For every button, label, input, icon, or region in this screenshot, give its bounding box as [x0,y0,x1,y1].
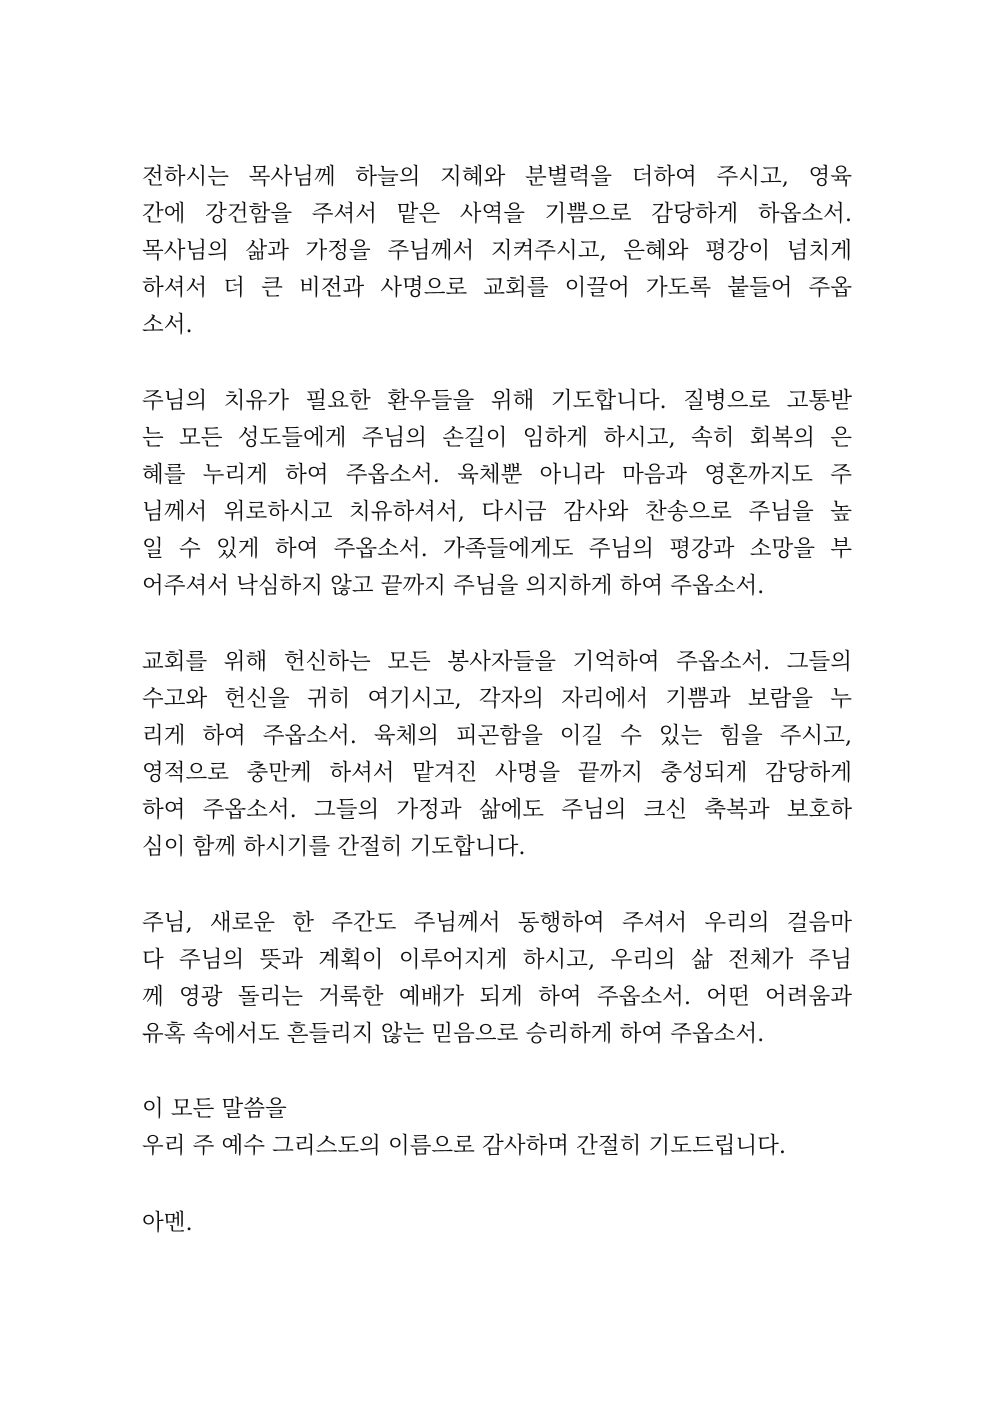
text-line: 리게 하여 주옵소서. 육체의 피곤함을 이길 수 있는 힘을 주시고, [142,723,852,749]
paragraph-volunteers-prayer [142,644,852,866]
text-line: 일 수 있게 하여 주옵소서. 가족들에게도 주님의 평강과 소망을 부 [142,536,852,562]
paragraph-week-prayer [142,905,852,1053]
text-line: 혜를 누리게 하여 주옵소서. 육체뿐 아니라 마음과 영혼까지도 주 [142,462,852,488]
text-line: 다 주님의 뜻과 계획이 이루어지게 하시고, 우리의 삶 전체가 주님 [142,947,852,973]
text-line: 께 영광 돌리는 거룩한 예배가 되게 하여 주옵소서. 어떤 어려움과 [142,984,852,1010]
text-line: 목사님의 삶과 가정을 주님께서 지켜주시고, 은혜와 평강이 넘치게 [142,238,852,264]
text-line: 어주셔서 낙심하지 않고 끝까지 주님을 의지하게 하여 주옵소서. [142,573,765,599]
text-line: 수고와 헌신을 귀히 여기시고, 각자의 자리에서 기쁨과 보람을 누 [142,686,852,712]
text-line: 는 모든 성도들에게 주님의 손길이 임하게 하시고, 속히 회복의 은 [142,425,852,451]
text-line: 간에 강건함을 주셔서 맡은 사역을 기쁨으로 감당하게 하옵소서. [142,201,852,227]
text-line: 영적으로 충만케 하셔서 맡겨진 사명을 끝까지 충성되게 감당하게 [142,760,852,786]
text-line: 주님의 치유가 필요한 환우들을 위해 기도합니다. 질병으로 고통받 [142,388,852,414]
text-line: 전하시는 목사님께 하늘의 지혜와 분별력을 더하여 주시고, 영육 [142,164,852,190]
text-line: 우리 주 예수 그리스도의 이름으로 감사하며 간절히 기도드립니다. [142,1133,787,1159]
text-line: 유혹 속에서도 흔들리지 않는 믿음으로 승리하게 하여 주옵소서. [142,1021,765,1047]
text-line: 하여 주옵소서. 그들의 가정과 삶에도 주님의 크신 축복과 보호하 [142,797,852,823]
paragraph-pastor-prayer [142,159,852,344]
text-line: 이 모든 말씀을 [142,1096,287,1122]
text-line: 하셔서 더 큰 비전과 사명으로 교회를 이끌어 가도록 붙들어 주옵 [142,275,852,301]
text-line: 심이 함께 하시기를 간절히 기도합니다. [142,834,526,860]
paragraph-closing-prayer [142,1091,852,1165]
paragraph-healing-prayer [142,383,852,605]
text-line: 아멘. [142,1210,193,1236]
text-line: 님께서 위로하시고 치유하셔서, 다시금 감사와 찬송으로 주님을 높 [142,499,852,525]
text-line: 주님, 새로운 한 주간도 주님께서 동행하여 주셔서 우리의 걸음마 [142,910,852,936]
paragraph-amen [142,1205,852,1242]
text-line: 교회를 위해 헌신하는 모든 봉사자들을 기억하여 주옵소서. 그들의 [142,649,852,675]
text-line: 소서. [142,312,193,338]
